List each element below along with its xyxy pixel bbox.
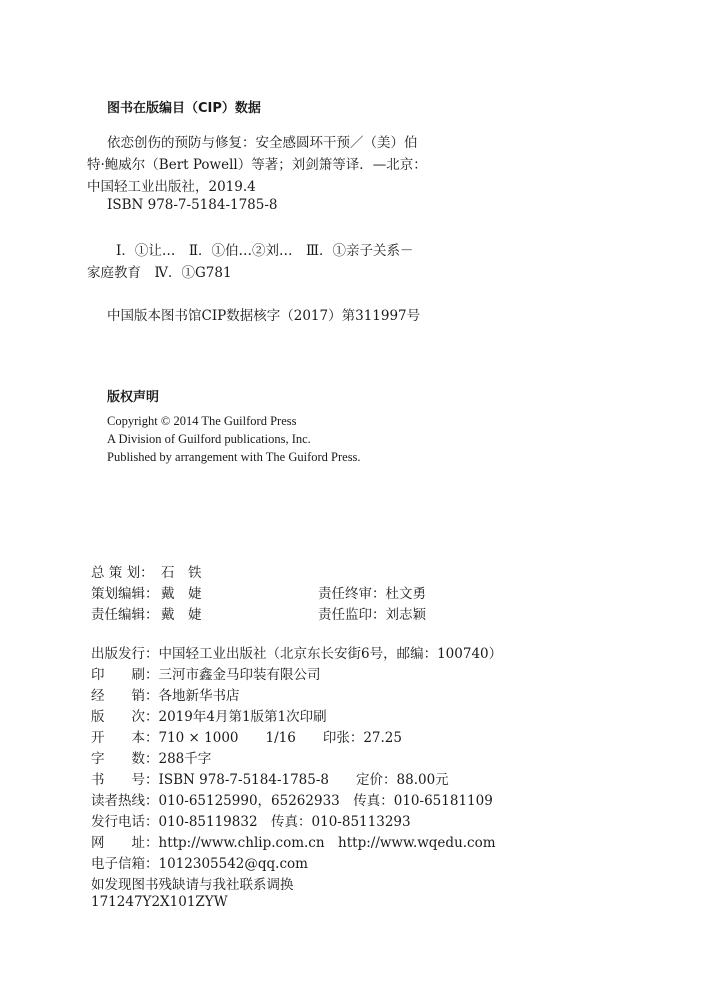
staff-row (91, 561, 202, 581)
staff-label: 责任监印： (318, 607, 386, 623)
staff-row-right (318, 603, 426, 623)
cip-isbn: ISBN 978-7-5184-1785-8 (107, 197, 278, 213)
staff-value: 刘志颖 (385, 607, 426, 623)
cip-classification: 家庭教育 Ⅳ．①G781 (87, 265, 232, 281)
pub-printer: 印 刷：三河市鑫金马印装有限公司 (91, 667, 321, 683)
pub-edition: 版 次：2019年4月第1版第1次印刷 (91, 709, 327, 725)
pub-notice: 如发现图书残缺请与我社联系调换 (91, 877, 294, 893)
cip-line: 依恋创伤的预防与修复：安全感圆环干预／（美）伯 (107, 135, 418, 151)
staff-label: 总 策 划： (91, 565, 154, 581)
staff-value: 杜文勇 (385, 586, 426, 602)
cip-heading: 图书在版编目（CIP）数据 (107, 101, 261, 116)
cip-line: 中国轻工业出版社，2019.4 (87, 179, 256, 195)
pub-code: 171247Y2X101ZYW (91, 894, 228, 910)
pub-distributor: 经 销：各地新华书店 (91, 688, 240, 704)
rights-line: Copyright © 2014 The Guilford Press (107, 414, 297, 428)
rights-line: Published by arrangement with The Guiford Press. (107, 450, 361, 464)
pub-website: 网 址：http://www.chlip.com.cn http://www.wqedu.com (91, 835, 496, 851)
staff-value: 石 铁 (161, 565, 202, 581)
staff-row-right (318, 582, 426, 602)
cip-line: 特·鲍威尔（Bert Powell）等著；刘剑箫等译．—北京： (87, 157, 427, 173)
staff-row (91, 603, 202, 623)
rights-line: A Division of Guilford publications, Inc. (107, 432, 311, 446)
staff-row (91, 582, 202, 602)
staff-label: 策划编辑： (91, 586, 159, 602)
staff-label: 责任编辑： (91, 607, 159, 623)
staff-value: 戴 婕 (161, 607, 202, 623)
cip-classification: Ⅰ．①让… Ⅱ．①伯…②刘… Ⅲ．①亲子关系－ (116, 243, 414, 259)
pub-word-count: 字 数：288千字 (91, 751, 212, 767)
rights-heading: 版权声明 (107, 390, 160, 405)
pub-format: 开 本：710 × 1000 1/16 印张：27.25 (91, 730, 402, 746)
cip-record-number: 中国版本图书馆CIP数据核字（2017）第311997号 (107, 308, 421, 324)
staff-value: 戴 婕 (161, 586, 202, 602)
staff-label: 责任终审： (318, 586, 386, 602)
pub-isbn-price: 书 号：ISBN 978-7-5184-1785-8 定价：88.00元 (91, 772, 449, 788)
pub-email: 电子信箱：1012305542@qq.com (91, 856, 308, 872)
pub-reader-hotline: 读者热线：010-65125990，65262933 传真：010-65181109 (91, 793, 493, 809)
pub-publisher: 出版发行：中国轻工业出版社（北京东长安街6号，邮编：100740） (91, 646, 503, 662)
pub-sales-phone: 发行电话：010-85119832 传真：010-85113293 (91, 814, 411, 830)
